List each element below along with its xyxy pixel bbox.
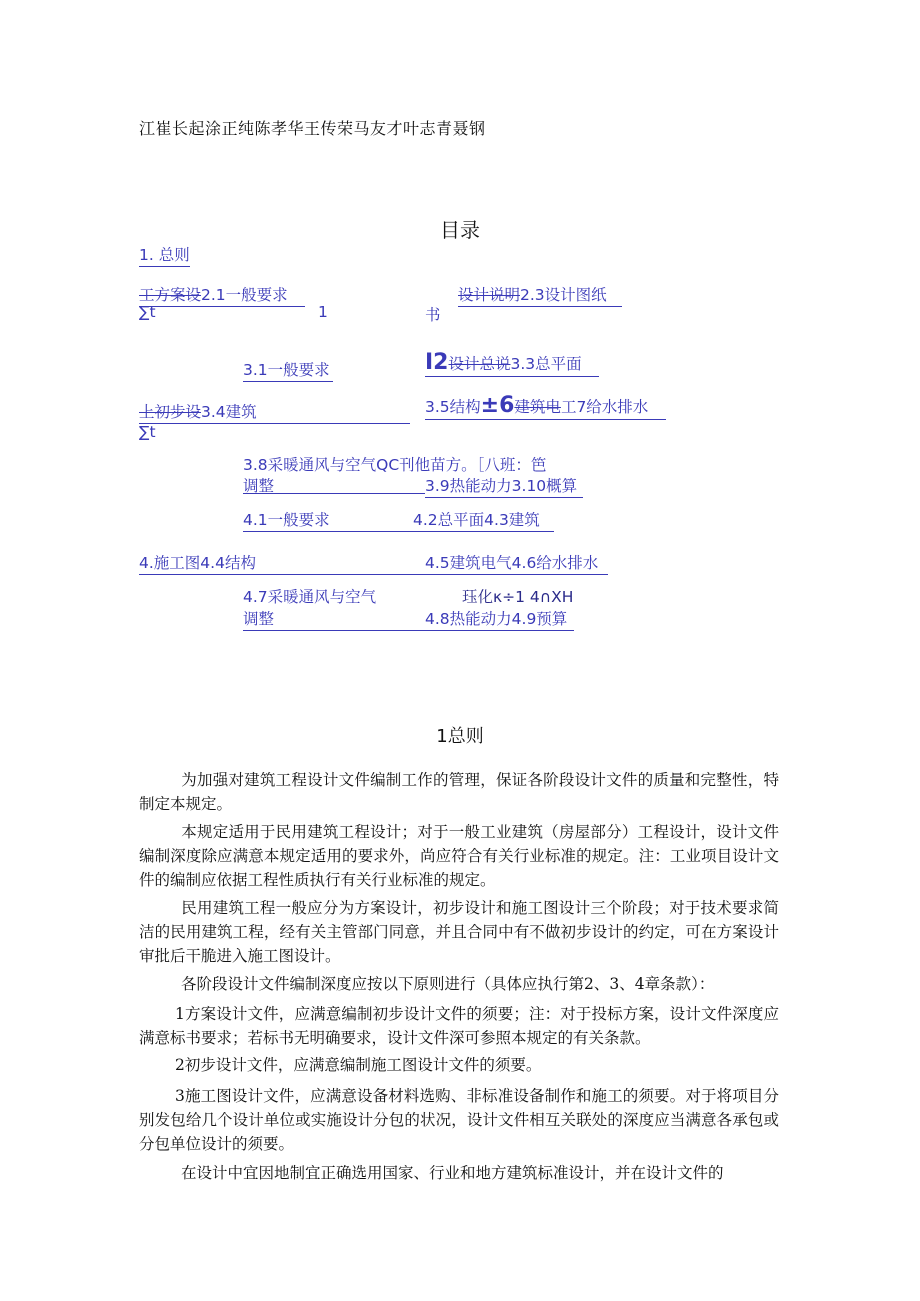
toc-item-3-prefix: 3.: [425, 398, 440, 416]
toc-item-4-2[interactable]: 4.2总平面4.3建筑: [413, 508, 554, 532]
paragraph-2-text: 本规定适用于民用建筑工程设计；对于一般工业建筑（房屋部分）工程设计，设计文件编制深度除应满意本规定适用的要求外，尚应符合有关行业标准的规定。注：工业项目设计文件的编制应依据工程性质执行有关行业标准的规定。: [139, 823, 779, 889]
toc-row-preliminary-2[interactable]: [425, 350, 599, 377]
toc-design-notes: 设计说明: [458, 286, 521, 304]
paragraph-7-text: 3施工图设计文件，应满意设备材料选购、非标准设备制作和施工的须要。对于将项目分别发包给几个设计单位或实施设计分包的状况，设计文件相互关联处的深度应当满意各承包或分包单位设计的须要。: [139, 1087, 779, 1153]
toc-fragment-book: 书: [425, 306, 441, 324]
toc-item-3-9[interactable]: 3.9热能动力3.10概算: [425, 474, 583, 498]
toc-number-glyph: I2: [425, 350, 449, 375]
author-list: 江崔长起涂正纯陈孝华王传荣马友才叶志青聂钢: [139, 119, 486, 138]
toc-item-3-6: 建筑电: [514, 398, 561, 416]
paragraph-4-text: 各阶段设计文件编制深度应按以下原则进行（具体应执行第2、3、4章条款）：: [181, 975, 715, 993]
toc-fragment-sigma-2: ∑t: [139, 423, 156, 441]
paragraph-5: [139, 1002, 779, 1050]
paragraph-8: [139, 1161, 779, 1185]
toc-item-3-6-glyph: ±6: [480, 393, 515, 418]
toc-row-3-5[interactable]: [425, 393, 666, 420]
paragraph-1: [139, 768, 779, 816]
paragraph-1-text: 为加强对建筑工程设计文件编制工作的管理，保证各阶段设计文件的质量和完整性，特制定本规定。: [139, 771, 779, 813]
toc-item-3-1[interactable]: 3.1一般要求: [243, 358, 333, 382]
toc-garbled-fragment: 珏化κ÷1 4∩XH: [462, 588, 574, 606]
toc-item-3-5: 5结构: [439, 398, 481, 416]
toc-item-3-8[interactable]: 3.8采暖通风与空气QC刊他苗方。［八班：笆: [243, 456, 547, 474]
paragraph-3: [139, 896, 779, 968]
toc-item-3-3: 3.3总平面: [510, 355, 582, 373]
toc-fragment-1: 1: [318, 303, 328, 321]
toc-general-notes: 设计总说: [448, 355, 511, 373]
toc-item-4-8[interactable]: 4.8热能动力4.9预算: [425, 607, 574, 631]
toc-underline-3-8: [243, 492, 425, 494]
toc-item-3-7: 工7给水排水: [560, 398, 649, 416]
toc-item-4-5[interactable]: 4.5建筑电气4.6给水排水: [425, 551, 608, 575]
toc-preliminary-label: 上初步设: [139, 403, 202, 421]
paragraph-4: [139, 972, 779, 996]
toc-row-preliminary[interactable]: [139, 400, 410, 424]
toc-item-3-8-cont: 调整: [243, 477, 275, 495]
toc-item-4-1[interactable]: 4.1一般要求: [243, 508, 413, 532]
toc-fragment-sigma: ∑t: [139, 303, 156, 321]
toc-item-4-7[interactable]: 4.7采暖通风与空气: [243, 588, 377, 606]
paragraph-7: [139, 1084, 779, 1156]
paragraph-3-text: 民用建筑工程一般应分为方案设计，初步设计和施工图设计三个阶段；对于技术要求简洁的民用建筑工程，经有关主管部门同意，并且合同中有不做初步设计的约定，可在方案设计审批后干脆进入施工图设计。: [139, 899, 779, 965]
toc-item-2-3: 2.3设计图纸: [520, 286, 607, 304]
toc-title: 目录: [440, 218, 480, 242]
toc-item-4-7-cont: 调整: [243, 607, 425, 631]
toc-item-3-4: 3.4建筑: [201, 403, 257, 421]
paragraph-2: [139, 820, 779, 892]
paragraph-6-text: 2初步设计文件，应满意编制施工图设计文件的须要。: [175, 1056, 542, 1074]
paragraph-8-text: 在设计中宜因地制宜正确选用国家、行业和地方建筑标准设计，并在设计文件的: [181, 1164, 724, 1182]
toc-item-4-4[interactable]: 4.施工图4.4结构: [139, 551, 425, 575]
paragraph-5-text: 1方案设计文件，应满意编制初步设计文件的须要；注：对于投标方案，设计文件深度应满意标书要求；若标书无明确要求，设计文件深可参照本规定的有关条款。: [139, 1005, 779, 1047]
toc-scheme-label: 工方案设: [139, 286, 202, 304]
section-title: 1总则: [436, 726, 484, 747]
toc-item-general[interactable]: 1. 总则: [139, 243, 190, 267]
toc-row-scheme[interactable]: [139, 283, 305, 307]
paragraph-6: [139, 1053, 779, 1077]
toc-row-scheme-drawings[interactable]: [458, 283, 622, 307]
toc-item-2-1: 2.1一般要求: [201, 286, 288, 304]
